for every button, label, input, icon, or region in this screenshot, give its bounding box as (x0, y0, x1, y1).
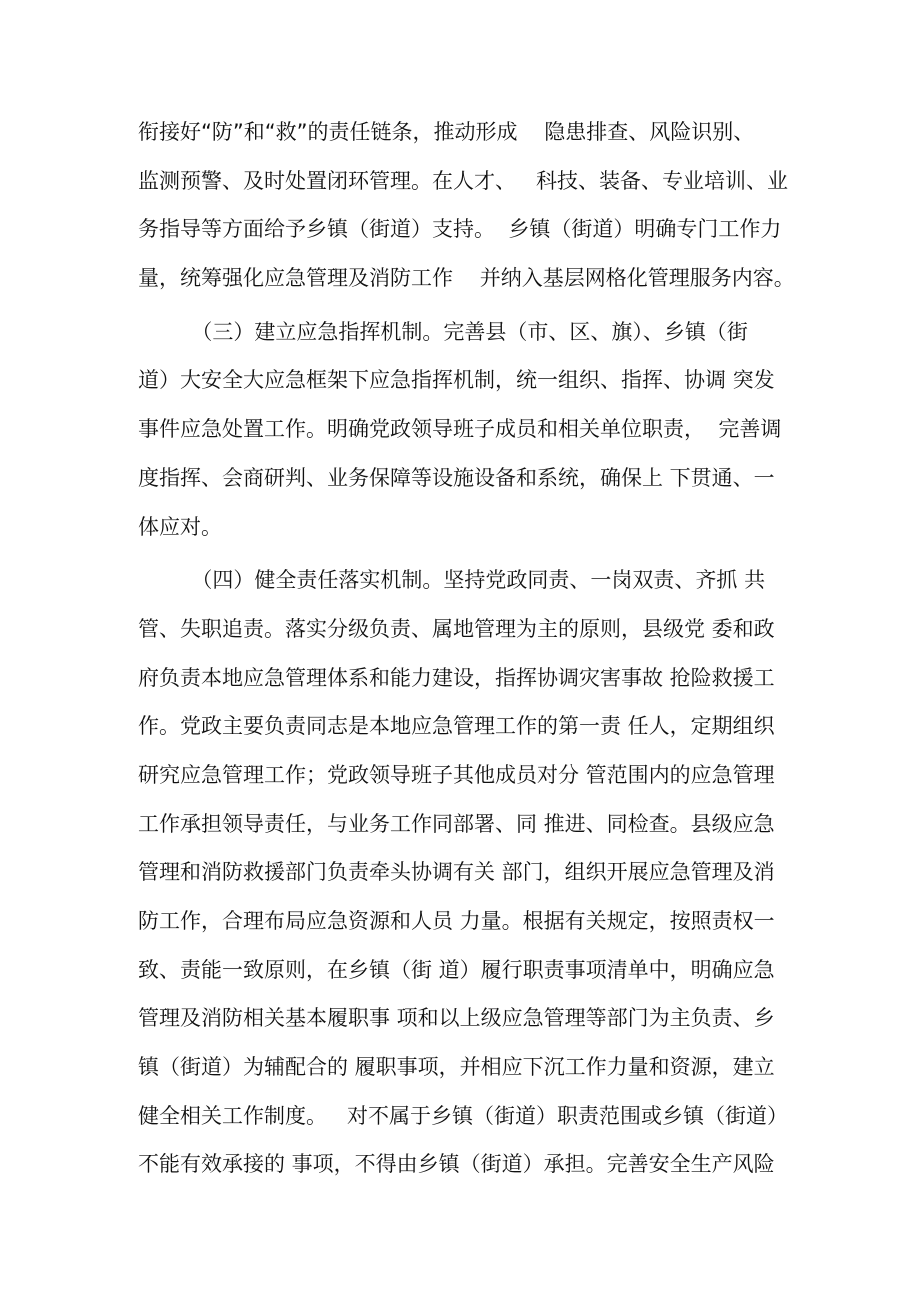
text-line: 致、责能一致原则，在乡镇（街 道）履行职责事项清单中，明确应急 (138, 957, 775, 982)
text-line: （三）建立应急指挥机制。完善县（市、区、旗）、乡镇（街 (138, 319, 748, 344)
paragraph-section-3 (138, 308, 818, 551)
paragraph-section-4 (138, 556, 818, 1189)
text-line: 务指导等方面给予乡镇（街道）支持。 乡镇（街道）明确专门工作力 (138, 217, 782, 242)
text-line: 量，统筹强化应急管理及消防工作 并纳入基层网格化管理服务内容。 (138, 266, 795, 291)
text-line: 度指挥、会商研判、业务保障等设施设备和系统，确保上 下贯通、一 (138, 465, 775, 490)
text-line: 研究应急管理工作；党政领导班子其他成员对分 管范围内的应急管理 (138, 762, 775, 787)
text-line: 府负责本地应急管理体系和能力建设，指挥协调灾害事故 抢险救援工 (138, 665, 775, 690)
text-line: 管、失职追责。落实分级负责、属地管理为主的原则，县级党 委和政 (138, 616, 775, 641)
text-line: 作。党政主要负责同志是本地应急管理工作的第一责 任人，定期组织 (138, 714, 775, 739)
text-line: 健全相关工作制度。 对不属于乡镇（街道）职责范围或乡镇（街道） (138, 1103, 789, 1128)
text-line: 体应对。 (138, 514, 222, 539)
text-line: 道）大安全大应急框架下应急指挥机制，统一组织、指挥、协调 突发 (138, 368, 775, 393)
paragraph-continuation (138, 108, 818, 303)
text-line: 工作承担领导责任，与业务工作同部署、同 推进、同检查。县级应急 (138, 811, 775, 836)
text-line: 防工作，合理布局应急资源和人员 力量。根据有关规定，按照责权一 (138, 909, 775, 933)
text-line: 衔接好“防”和“救”的责任链条，推动形成 隐患排查、风险识别、 (138, 120, 755, 144)
text-line: （四）健全责任落实机制。坚持党政同责、一岗双责、齐抓 共 (138, 568, 766, 593)
body-text (138, 108, 818, 1189)
text-line: 镇（街道）为辅配合的 履职事项，并相应下沉工作力量和资源，建立 (138, 1055, 775, 1080)
text-line: 事件应急处置工作。明确党政领导班子成员和相关单位职责， 完善调 (138, 417, 782, 442)
text-line: 管理和消防救援部门负责牵头协调有关 部门，组织开展应急管理及消 (138, 860, 775, 885)
text-line: 不能有效承接的 事项，不得由乡镇（街道）承担。完善安全生产风险 (138, 1152, 775, 1177)
text-line: 监测预警、及时处置闭环管理。在人才、 科技、装备、专业培训、业 (138, 168, 789, 193)
text-line: 管理及消防相关基本履职事 项和以上级应急管理等部门为主负责、乡 (138, 1006, 775, 1031)
